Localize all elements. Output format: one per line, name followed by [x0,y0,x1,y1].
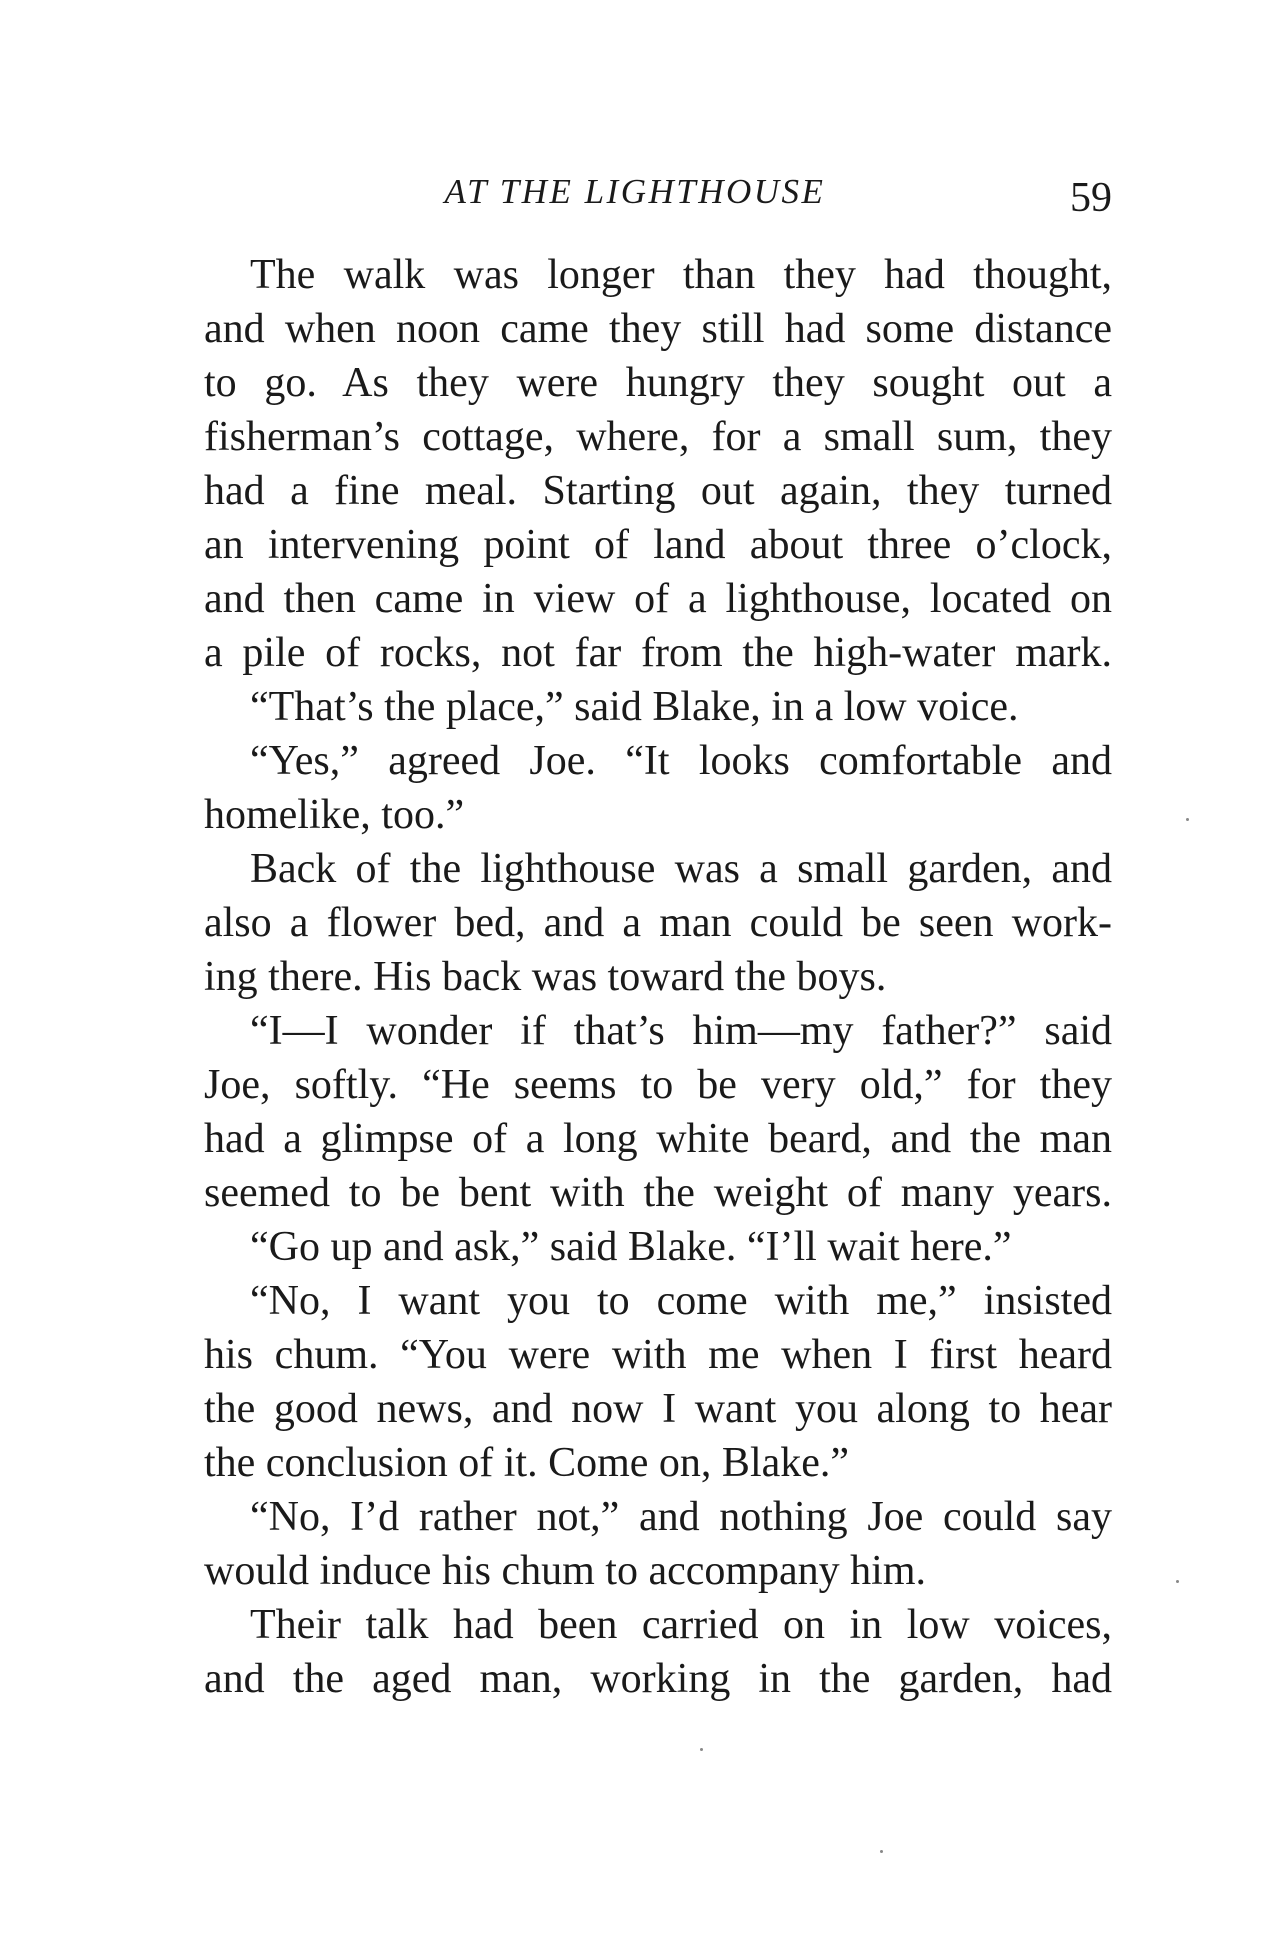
text-line: The walk was longer than they had thought, [250,252,1112,298]
paragraph [158,1598,1112,1706]
running-head [158,162,1112,222]
text-line: “No, I’d rather not,” and nothing Joe could say [250,1494,1112,1540]
text-line: “Yes,” agreed Joe. “It looks comfortable and [250,738,1112,784]
text-line: had a fine meal. Starting out again, they turned [204,468,1112,514]
paper-speck [1186,818,1189,821]
paragraph [158,1004,1112,1220]
page-number: 59 [1070,175,1112,221]
text-line: had a glimpse of a long white beard, and the man [204,1116,1112,1162]
text-line: “Go up and ask,” said Blake. “I’ll wait here.” [250,1224,1012,1270]
paragraph [158,734,1112,842]
paragraph [158,1490,1112,1598]
text-line: to go. As they were hungry they sought out a [204,360,1112,406]
text-line: Back of the lighthouse was a small garden, and [250,846,1112,892]
paragraph [158,1220,1112,1274]
paragraph [158,1274,1112,1490]
paragraph [158,248,1112,680]
paragraph [158,842,1112,1004]
text-line: “I—I wonder if that’s him—my father?” said [250,1008,1112,1054]
body-text [158,248,1112,1706]
text-line: “No, I want you to come with me,” insisted [250,1278,1112,1324]
text-line: homelike, too.” [204,792,465,838]
paper-speck [1176,1580,1179,1583]
paper-speck [880,1850,883,1853]
text-line: an intervening point of land about three o’clock, [204,522,1112,568]
text-line: also a flower bed, and a man could be seen work- [204,900,1112,946]
text-line: Their talk had been carried on in low voices, [250,1602,1112,1648]
text-line: his chum. “You were with me when I first heard [204,1332,1112,1378]
text-line: ing there. His back was toward the boys. [204,954,887,1000]
text-line: and when noon came they still had some distance [204,306,1112,352]
running-title: AT THE LIGHTHOUSE [444,172,826,211]
text-line: the conclusion of it. Come on, Blake.” [204,1440,850,1486]
text-line: seemed to be bent with the weight of many years. [204,1170,1112,1216]
text-line: “That’s the place,” said Blake, in a low voice. [250,684,1019,730]
text-line: and the aged man, working in the garden, had [204,1656,1112,1702]
text-line: would induce his chum to accompany him. [204,1548,927,1594]
text-line: fisherman’s cottage, where, for a small sum, they [204,414,1112,460]
text-line: Joe, softly. “He seems to be very old,” for they [204,1062,1112,1108]
text-line: the good news, and now I want you along to hear [204,1386,1112,1432]
text-line: and then came in view of a lighthouse, located on [204,576,1112,622]
paper-speck [700,1748,703,1751]
paragraph [158,680,1112,734]
text-line: a pile of rocks, not far from the high-water mark. [204,630,1112,676]
